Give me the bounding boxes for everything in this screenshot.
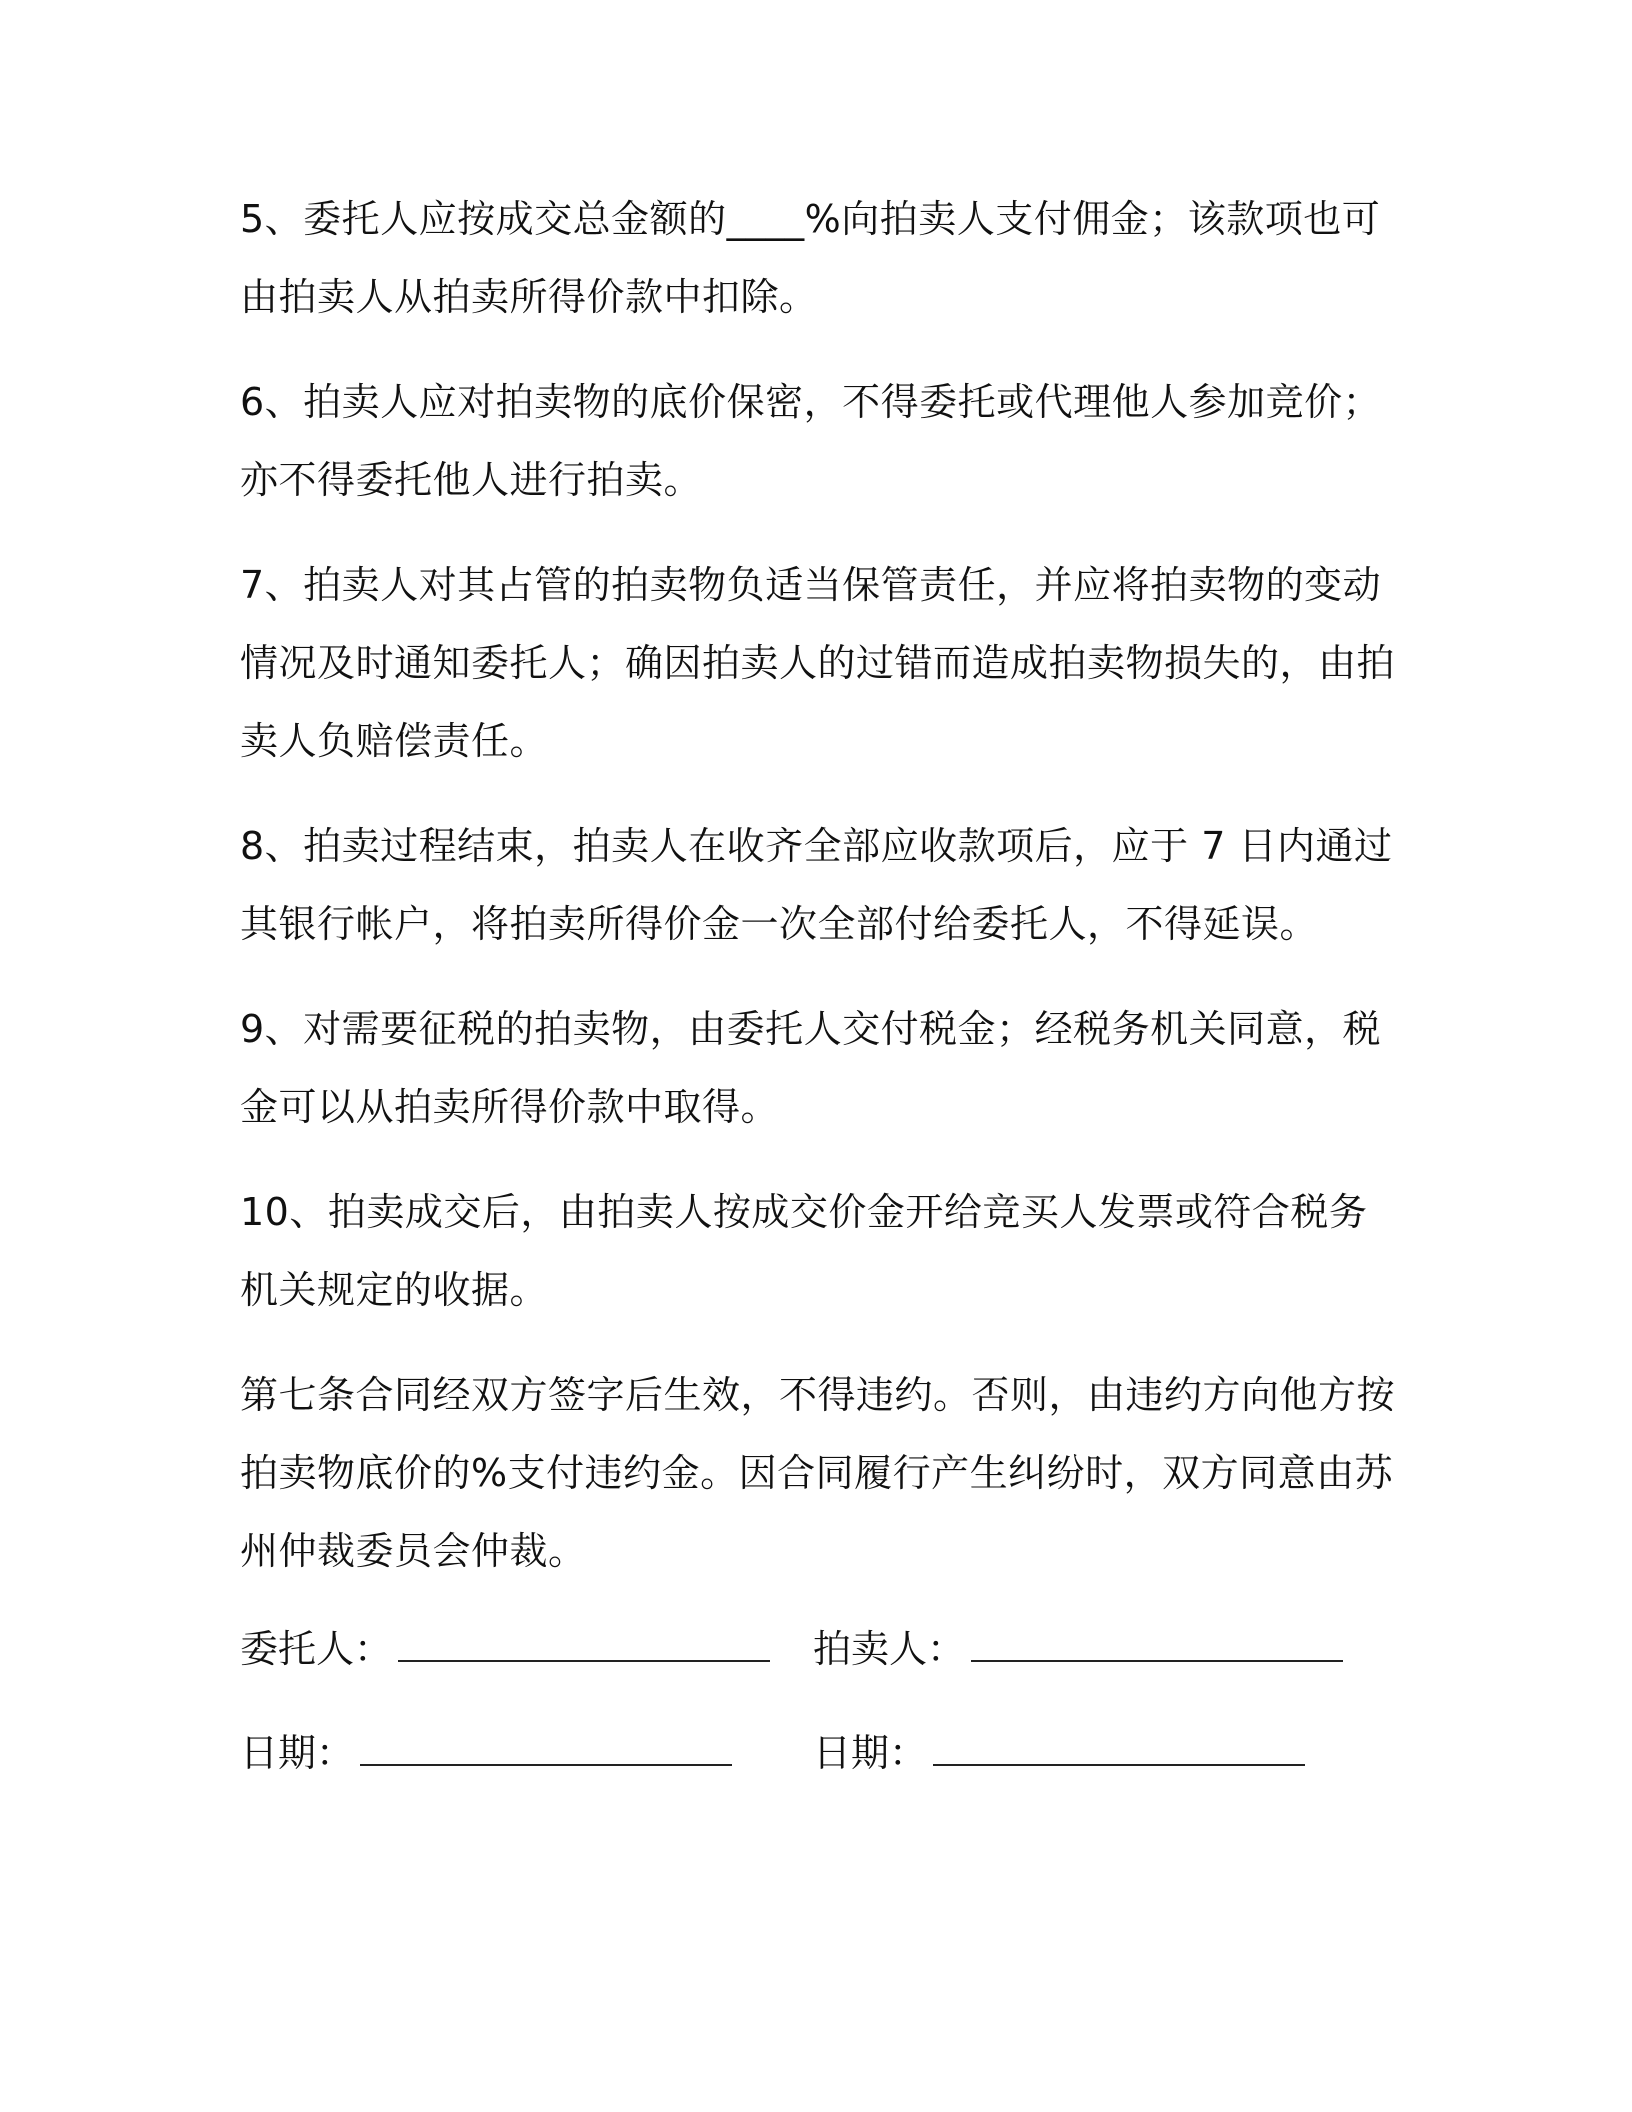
clause-payment-to-principal: 8、拍卖过程结束，拍卖人在收齐全部应收款项后，应于 7 日内通过其银行帐户，将拍卖所得价金一次全部付给委托人，不得延误。: [240, 824, 1393, 946]
clause-reserve-price-confidentiality: 6、拍卖人应对拍卖物的底价保密，不得委托或代理他人参加竞价；亦不得委托他人进行拍卖。: [240, 380, 1382, 502]
auctioneer-date-label: 日期：: [813, 1731, 928, 1775]
clause-commission: 5、委托人应按成交总金额的____%向拍卖人支付佣金；该款项也可由拍卖人从拍卖所得价款中扣除。: [240, 197, 1381, 319]
contract-body: [240, 180, 1400, 1617]
principal-date-line[interactable]: [360, 1762, 732, 1766]
clause-tax: 9、对需要征税的拍卖物，由委托人交付税金；经税务机关同意，税金可以从拍卖所得价款中取得。: [240, 1007, 1382, 1129]
date-row: [240, 1714, 1400, 1818]
auctioneer-date: [813, 1714, 1305, 1792]
signature-row: [240, 1610, 1400, 1714]
auctioneer-label: 拍卖人：: [813, 1627, 966, 1671]
principal-date: [240, 1714, 732, 1792]
auctioneer-signature-line[interactable]: [971, 1658, 1343, 1662]
clause-invoice: 10、拍卖成交后，由拍卖人按成交价金开给竞买人发票或符合税务机关规定的收据。: [240, 1190, 1368, 1312]
principal-date-label: 日期：: [240, 1731, 355, 1775]
auctioneer-signature: [813, 1610, 1343, 1688]
principal-label: 委托人：: [240, 1627, 393, 1671]
signature-block: [240, 1610, 1400, 1818]
clause-custody-responsibility: 7、拍卖人对其占管的拍卖物负适当保管责任，并应将拍卖物的变动情况及时通知委托人；确因拍卖人的过错而造成拍卖物损失的，由拍卖人负赔偿责任。: [240, 563, 1396, 763]
auctioneer-date-line[interactable]: [933, 1762, 1305, 1766]
principal-signature-line[interactable]: [398, 1658, 770, 1662]
clause-article-seven: 第七条合同经双方签字后生效，不得违约。否则，由违约方向他方按拍卖物底价的%支付违约金。因合同履行产生纠纷时，双方同意由苏州仲裁委员会仲裁。: [240, 1373, 1396, 1573]
principal-signature: [240, 1610, 770, 1688]
